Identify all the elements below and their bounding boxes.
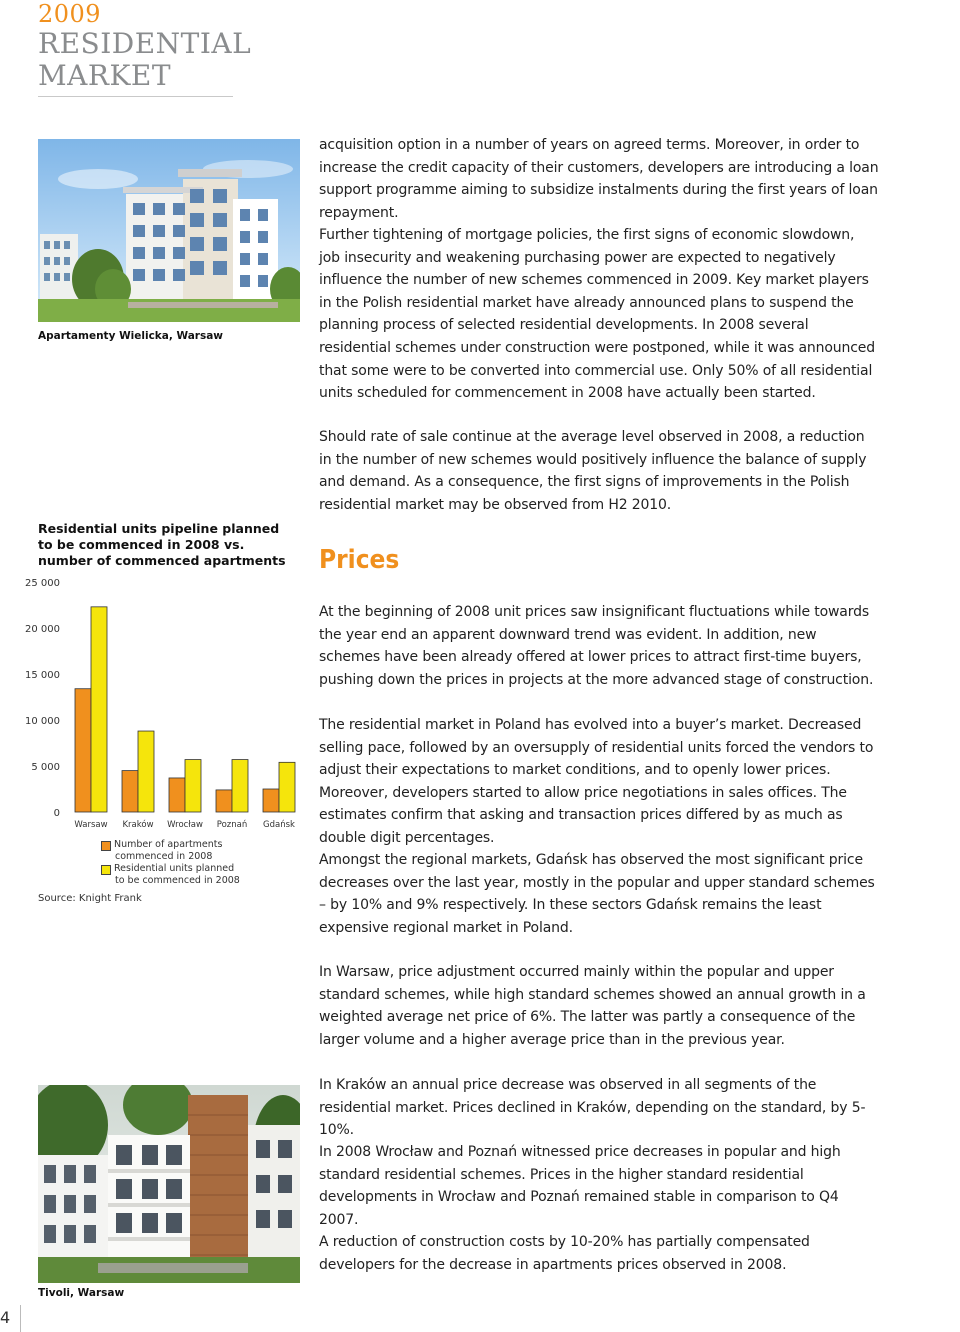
bar-commenced-kraków: [122, 771, 138, 812]
legend-swatch-commenced: [101, 841, 111, 851]
paragraph-8: In Kraków an annual price decrease was observed in all segments of the residential market. Prices declined in Kraków, depending on the standard, by 5-10%.: [319, 1077, 866, 1139]
section-year: 2009: [38, 0, 102, 28]
photo-apartamenty-wielicka: [38, 139, 300, 322]
x-tick-label: Kraków: [122, 820, 154, 830]
legend-item-commenced: [101, 839, 240, 863]
bar-commenced-warsaw: [75, 689, 91, 812]
paragraph-5: The residential market in Poland has evolved into a buyer’s market. Decreased selling pace, followed by an oversupply of residential units forced the vendors to adjust their expectations to market conditions, and to openly lower prices. Moreover, developers started to allow price negotiations in sales offices. The estimates confirm that asking and transaction prices differed by as much as double digit percentages.: [319, 717, 874, 846]
header-divider: [38, 96, 233, 97]
bar-commenced-wrocław: [169, 778, 185, 812]
paragraph-6: Amongst the regional markets, Gdańsk has observed the most significant price decreases over the last year, mostly in the popular and upper standard schemes – by 10% and 9% respectively. In these sectors Gdańsk remains the least expensive regional market in Poland.: [319, 852, 875, 936]
paragraph-3: Should rate of sale continue at the average level observed in 2008, a reduction in the number of new schemes would positively influence the balance of supply and demand. As a consequence, the first signs of improvements in the Polish residential market may be observed from H2 2010.: [319, 429, 867, 513]
y-tick-label: 20 000: [25, 624, 60, 635]
paragraph-9: In 2008 Wrocław and Poznań witnessed price decreases in popular and high standard residential schemes. Prices in the higher standard residential developments in Wrocław and Poznań remained stable in comparison to Q4 2007.: [319, 1144, 841, 1228]
paragraph-1: acquisition option in a number of years on agreed terms. Moreover, in order to increase the credit capacity of their customers, developers are introducing a loan support programme aiming to subsidize instalments during the first years of loan repayment.: [319, 137, 879, 221]
y-tick-label: 25 000: [25, 578, 60, 589]
bar-chart: [20, 570, 310, 840]
bar-commenced-gdańsk: [263, 789, 279, 812]
legend-label-planned-line1: Residential units planned: [114, 863, 235, 874]
y-tick-label: 10 000: [25, 716, 60, 727]
bar-commenced-poznań: [216, 790, 232, 812]
photo-caption-bottom: Tivoli, Warsaw: [38, 1287, 125, 1299]
legend-item-planned: [101, 863, 240, 887]
y-tick-label: 0: [53, 808, 60, 819]
y-tick-label: 5 000: [31, 762, 60, 773]
legend-swatch-planned: [101, 865, 111, 875]
bar-planned-gdańsk: [279, 762, 295, 812]
photo-tivoli: [38, 1085, 300, 1283]
prices-heading: Prices: [319, 545, 400, 575]
legend-label-commenced-line1: Number of apartments: [114, 839, 223, 850]
paragraph-10: A reduction of construction costs by 10-20% has partially compensated developers for the decrease in apartments prices observed in 2008.: [319, 1234, 810, 1273]
legend-label-commenced-line2: commenced in 2008: [115, 851, 213, 862]
chart-source: Source: Knight Frank: [38, 893, 142, 904]
page-number: 4: [0, 1308, 11, 1327]
paragraph-2: Further tightening of mortgage policies, the first signs of economic slowdown, job insecurity and weakening purchasing power are expected to negatively influence the number of new schemes commenced in 2009. Key market players in the Polish residential market have already announced plans to suspend the planning process of selected residential developments. In 2008 several residential schemes under construction were postponed, while it was announced that some were to be converted into commercial use. Only 50% of all residential units scheduled for commencement in 2008 have actually been started.: [319, 227, 875, 402]
chart-title: Residential units pipeline planned to be commenced in 2008 vs. number of commenced apartments: [38, 521, 286, 568]
bar-planned-poznań: [232, 760, 248, 812]
page-number-divider: [20, 1305, 21, 1332]
chart-legend: [101, 839, 240, 887]
x-tick-label: Warsaw: [74, 820, 108, 830]
section-title-line1: RESIDENTIAL: [38, 27, 252, 60]
x-tick-label: Wrocław: [167, 820, 203, 830]
bar-planned-kraków: [138, 731, 154, 812]
y-tick-label: 15 000: [25, 670, 60, 681]
section-title-line2: MARKET: [38, 59, 172, 92]
x-tick-label: Poznań: [216, 820, 248, 830]
legend-label-planned-line2: to be commenced in 2008: [115, 875, 240, 886]
bar-planned-warsaw: [91, 607, 107, 812]
photo-caption-top: Apartamenty Wielicka, Warsaw: [38, 330, 224, 342]
paragraph-4: At the beginning of 2008 unit prices saw insignificant fluctuations while towards the year end an apparent downward trend was evident. In addition, new schemes have been already offered at lower prices to attract first-time buyers, pushing down the prices in projects at the more advanced stage of construction.: [319, 604, 874, 688]
paragraph-7: In Warsaw, price adjustment occurred mainly within the popular and upper standard schemes, while high standard schemes showed an annual growth in a weighted average net price of 6%. The latter was partly a consequence of the larger volume and a higher average price than in the previous year.: [319, 964, 866, 1048]
x-tick-label: Gdańsk: [263, 820, 295, 830]
bar-planned-wrocław: [185, 760, 201, 812]
